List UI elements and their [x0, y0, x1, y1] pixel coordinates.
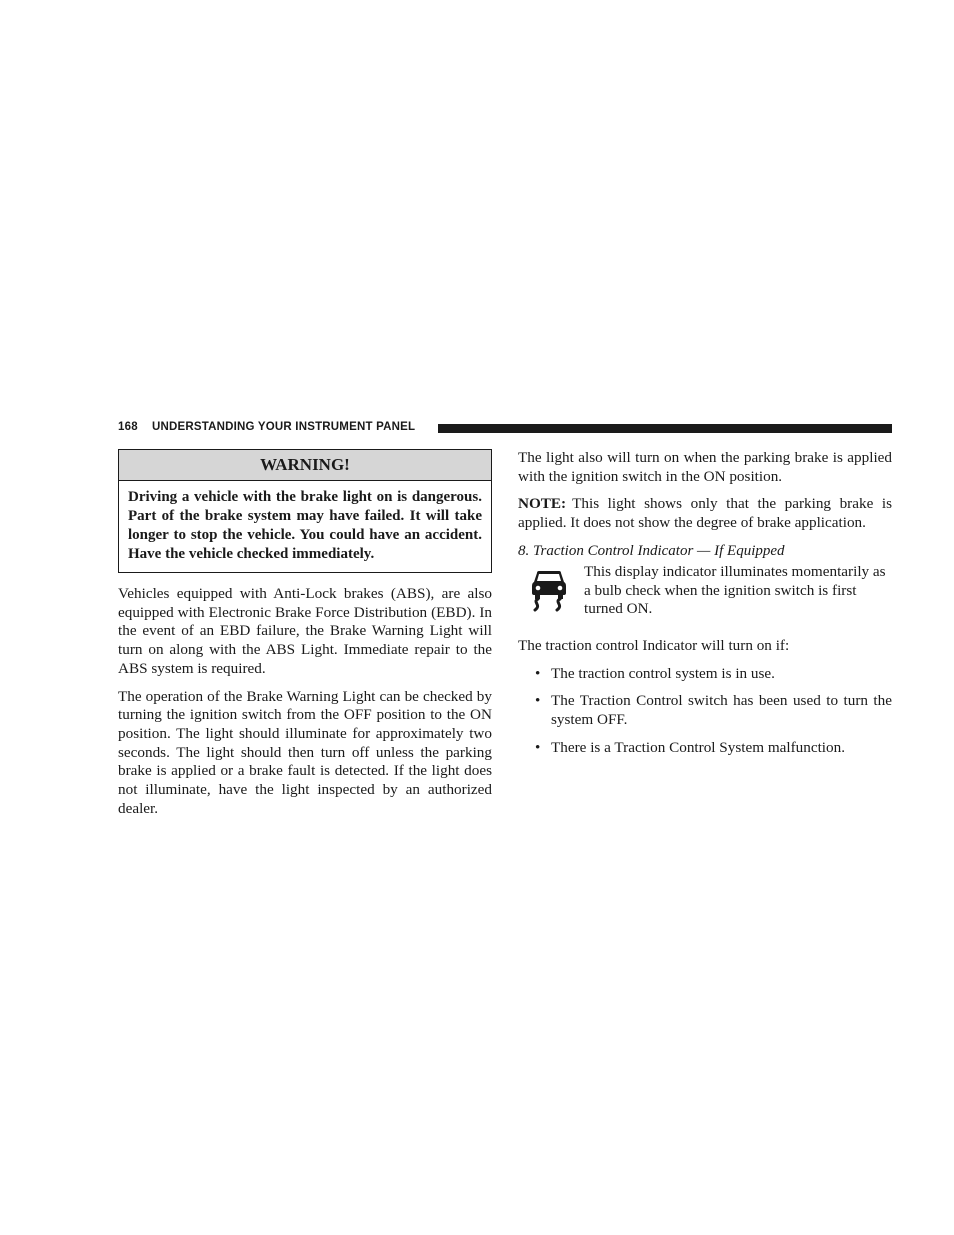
- bullet-symbol: •: [535, 692, 541, 710]
- header-rule: [438, 424, 892, 433]
- page-number: 168: [118, 421, 138, 433]
- list-item: • There is a Traction Control System malfunction.: [535, 738, 846, 756]
- left-column: [118, 449, 492, 827]
- list-item: • The Traction Control switch has been used to turn the system OFF.: [535, 692, 892, 728]
- ebd-paragraph: Vehicles equipped with Anti-Lock brakes (ABS), are also equipped with Electronic Brake Force Distribution (EBD). In the event of an EBD failure, the Brake Warning Light will turn on along with the ABS Light. Immediate repair to the ABS system is required.: [118, 585, 492, 677]
- note-text: This light shows only that the parking brake is applied. It does not show the degree of brake application.: [518, 495, 892, 532]
- traction-control-icon: [528, 569, 570, 613]
- brake-light-check-paragraph: The operation of the Brake Warning Light can be checked by turning the ignition switch from the OFF position to the ON position. The light should illuminate for approximately two seconds. The light should then turn off unless the parking brake is applied or a brake fault is detected. If the light does not illuminate, have the light inspected by an authorized dealer.: [118, 687, 492, 817]
- page-header: [118, 419, 892, 437]
- list-item: • The traction control system is in use.: [535, 664, 775, 682]
- parking-brake-paragraph: The light also will turn on when the parking brake is applied with the ignition switch in the ON position.: [518, 449, 892, 485]
- section-title: UNDERSTANDING YOUR INSTRUMENT PANEL: [152, 421, 416, 433]
- warning-title: WARNING!: [119, 450, 491, 481]
- right-column: [518, 449, 892, 766]
- traction-intro: The traction control Indicator will turn on if:: [518, 636, 790, 654]
- bullet-symbol: •: [535, 664, 541, 682]
- traction-bullets: [518, 665, 892, 758]
- indicator-block: [518, 563, 892, 627]
- note-label: NOTE:: [518, 495, 567, 513]
- note-paragraph: [518, 495, 892, 532]
- indicator-description: This display indicator illuminates momentarily as a bulb check when the ignition switch is first turned ON.: [584, 562, 886, 618]
- warning-body: Driving a vehicle with the brake light on is dangerous. Part of the brake system may have failed. It will take longer to stop the vehicle. You could have an accident. Have the vehicle checked immediately.: [128, 489, 482, 562]
- warning-box: [118, 449, 492, 573]
- traction-control-heading: 8. Traction Control Indicator — If Equipped: [518, 542, 785, 559]
- bullet-symbol: •: [535, 738, 541, 756]
